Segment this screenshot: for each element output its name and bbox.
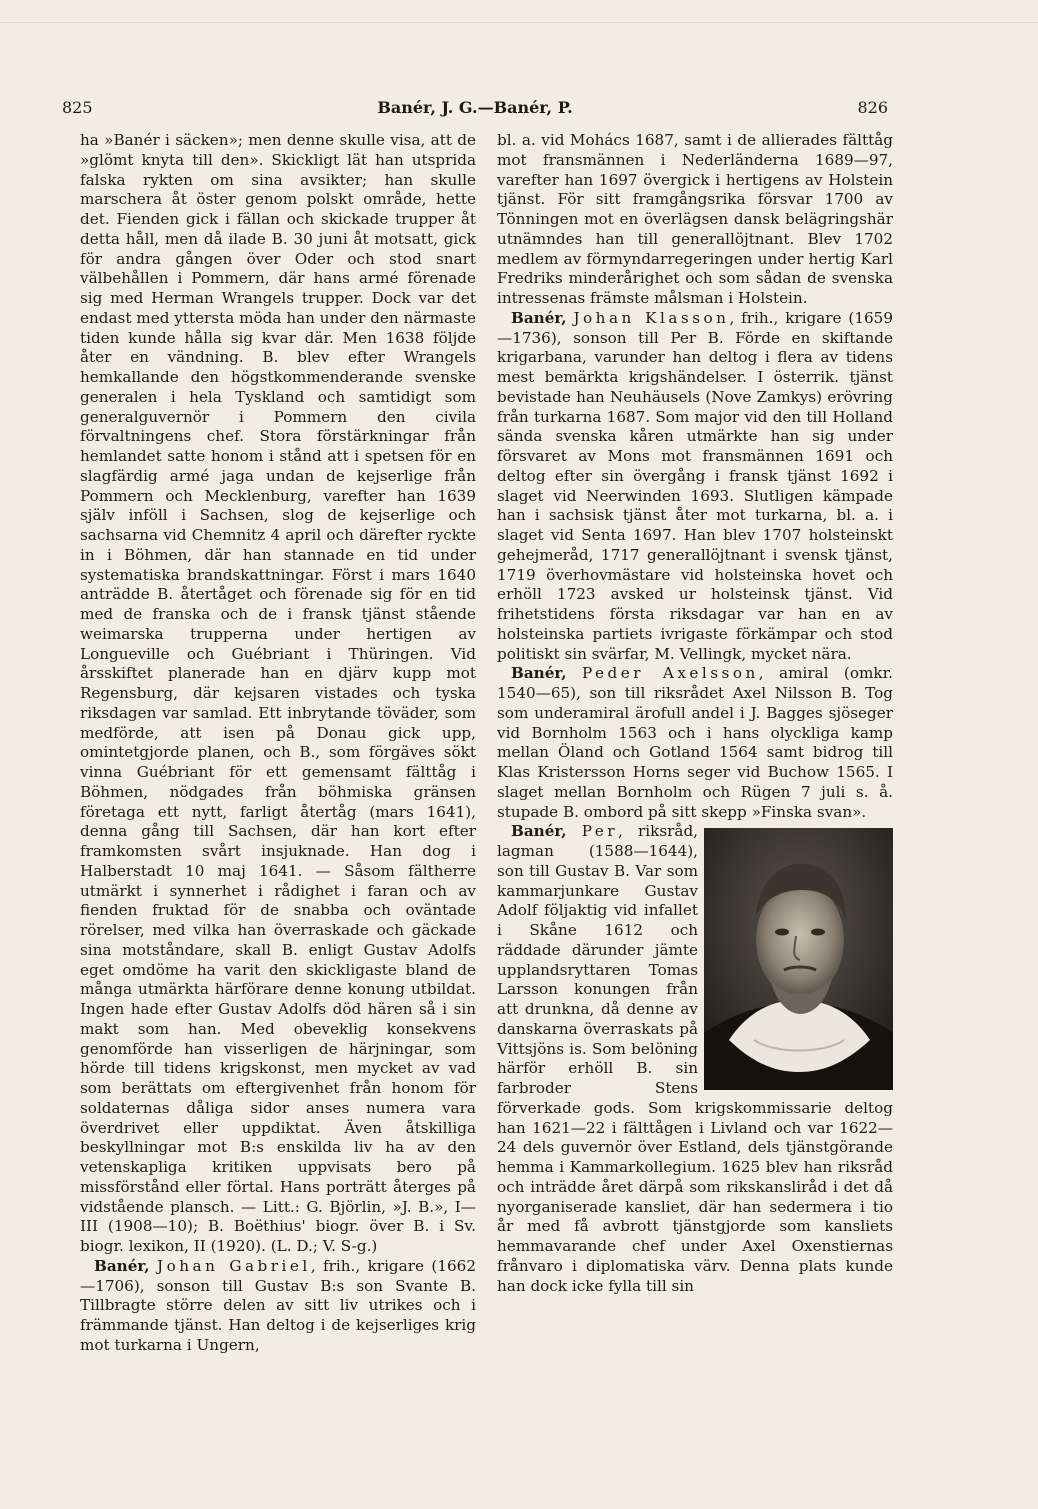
entry-peder-axelsson [497,664,893,822]
continued-entry-text: bl. a. vid Mohács 1687, samt i de allierades fälttåg mot fransmännen i Nederländerna 1689—97, varefter han 1697 övergick i hertigens av Holstein tjänst. För sitt framgångsrika försvar 1700 av Tönningen mot en överlägsen dansk belägringshär utnämndes han till generallöjtnant. Blev 1702 medlem av förmyndarregeringen under hertig Karl Fredriks minderårighet och som sådan de svenska intressenas främste målsman i Holstein. [497,131,893,307]
entry-surname: Banér, [511,822,567,841]
portrait-drawing [704,828,893,1090]
right-column [497,131,893,1296]
left-column [80,131,476,1356]
entry-given-name: Peder Axelsson [581,664,759,683]
page-number-right: 826 [857,98,888,117]
entry-johan-klasson [497,309,893,665]
page-number-left: 825 [62,98,93,117]
entry-text: , amiral (omkr. 1540—65), son till riksrådet Axel Nilsson B. Tog som underamiral ärofull andel i J. Bagges sjöseger vid Bornholm 1563 och i hans olyckliga kamp mellan Öland och Gotland 1564 samt bidrog till Klas Kristersson Horns seger vid Buchow 1565. I slaget mellan Bornholm och Rügen 7 juli s. å. stupade B. ombord på sitt skepp »Finska svan». [497,664,893,821]
running-header [62,98,888,122]
entry-text: , frih., krigare (1662—1706), sonson till Gustav B:s son Svante B. Tillbragte större delen av sitt liv utrikes och i främmande tjänst. Han deltog i de kejserliges krig mot turkarna i Ungern, [80,1256,476,1354]
entry-given-name: Johan Klasson [573,308,730,327]
page-top-edge [0,0,1038,23]
entry-given-name: Per [581,822,619,841]
entry-given-name: Johan Gabriel [157,1256,311,1275]
entry-johan-gabriel [80,1257,476,1356]
portrait-image [704,828,893,1090]
entry-text: , frih., krigare (1659—1736), sonson till Per B. Förde en skiftande krigarbana, varunder han deltog i flera av tidens mest bemärkta krigshändelser. I österrik. tjänst bevistade han Neuhäusels (Nove Zamkys) erövring från turkarna 1687. Som major vid den till Holland sända svenska kåren utmärkte han sig under försvaret av Mons mot fransmännen 1691 och deltog efter sin övergång i fransk tjänst 1692 i slaget vid Neerwinden 1693. Slutligen kämpade han i sachsisk tjänst åter mot turkarna, bl. a. i slaget vid Senta 1697. Han blev 1707 holsteinskt gehejmeråd, 1717 generallöjtnant i svensk tjänst, 1719 överhovmästare vid holsteinska hovet och erhöll 1723 avsked ur holsteinsk tjänst. Vid frihetstidens första riksdagar var han en av holsteinska partiets ivrigaste förkämpar och stod politiskt sin svärfar, M. Vellingk, mycket nära. [497,308,893,663]
entry-per [497,822,893,1296]
entry-text: , riksråd, lagman (1588—1644), son till Gustav B. Var som kammarjunkare Gustav Adolf följaktig vid infallet i Skåne 1612 och räddade därunder jämte upplandsryttaren Tomas Larsson konungen från att drunkna, då denne av danskarna överraskats på Vittsjöns is. Som belöning härför erhöll B. sin farbroder Stens förverkade gods. Som krigskommissarie deltog han 1621—22 i fälttågen i Livland och var 1622—24 dels guvernör över Estland, dels tjänstgörande hemma i Kammarkollegium. 1625 blev han riksråd och inträdde året därpå som rikskansliråd i det då nyorganiserade kansliet, där han sedermera i tio år med få avbrott tjänstgjorde som kansliets hemmavarande chef under Axel Oxenstiernas frånvaro i diplomatiska värv. Denna plats kunde han dock icke fylla till sin [497,822,893,1295]
entry-surname: Banér, [511,308,567,327]
continued-entry-text: ha »Banér i säcken»; men denne skulle visa, att de »glömt knyta till den». Skickligt lät han utsprida falska rykten om sina avsikter; han skulle marschera åt öster genom polskt område, hette det. Fienden gick i fällan och skickade trupper åt detta håll, men då ilade B. 30 juni åt motsatt, gick för andra gången över Oder och stod snart välbehållen i Pommern, där hans armé förenade sig med Herman Wrangels trupper. Dock var det endast med yttersta möda han under den närmaste tiden kunde hålla sig kvar där. Men 1638 följde åter en vändning. B. blev efter Wrangels hemkallande den högstkommenderande svenske generalen i hela Tyskland och samtidigt som generalguvernör i Pommern den civila förvaltningens chef. Stora förstärkningar från hemlandet satte honom i stånd att i spetsen för en slagfärdig armé jaga undan de kejserlige från Pommern och Mecklenburg, varefter han 1639 själv inföll i Sachsen, slog de kejserlige och sachsarna vid Chemnitz 4 april och därefter ryckte in i Böhmen, där han stannade en tid under systematiska brandskattningar. Först i mars 1640 anträdde B. återtåget och förenade sig för en tid med de franska och de i fransk tjänst stående weimarska trupperna under hertigen av Longueville och Guébriant i Thüringen. Vid årsskiftet planerade han en djärv kupp mot Regensburg, där kejsaren vistades och tyska riksdagen var samlad. Ett inbrytande töväder, som medförde, att isen på Donau gick upp, omintetgjorde planen, och B., som förgäves sökt vinna Guébriant för ett gemensamt fälttåg i Böhmen, nödgades från böhmiska gränsen företaga ett nytt, farligt återtåg (mars 1641), denna gång till Sachsen, där han kort efter framkomsten svårt insjuknade. Han dog i Halberstadt 10 maj 1641. — Såsom fältherre utmärkt i synnerhet i rådighet i faran och av fienden fruktad för de snabba och oväntade rörelser, med vilka han överraskade och gäckade sina motståndare, skall B. enligt Gustav Adolfs eget omdöme ha varit den skickligaste bland de många utmärkta härförare denne konung utbildat. Ingen hade efter Gustav Adolfs död hären så i sin makt som han. Med obeveklig konsekvens genomförde han visserligen de härjningar, som hörde till tidens krigskonst, men mycket av vad som berättats om eftergivenhet från honom för soldaternas dåliga sidor anses numera vara överdrivet eller uppdiktat. Även åtskilliga beskyllningar mot B:s enskilda liv ha av den vetenskapliga kritiken uppvisats bero på missförstånd eller förtal. Hans porträtt återges på vidstående plansch. — Litt.: G. Björlin, »J. B.», I—III (1908—10); B. Boëthius' biogr. över B. i Sv. biogr. lexikon, II (1920). (L. D.; V. S-g.) [80,131,476,1255]
entry-surname: Banér, [511,664,567,683]
entry-surname: Banér, [94,1256,150,1275]
running-title: Banér, J. G.—Banér, P. [377,98,573,117]
